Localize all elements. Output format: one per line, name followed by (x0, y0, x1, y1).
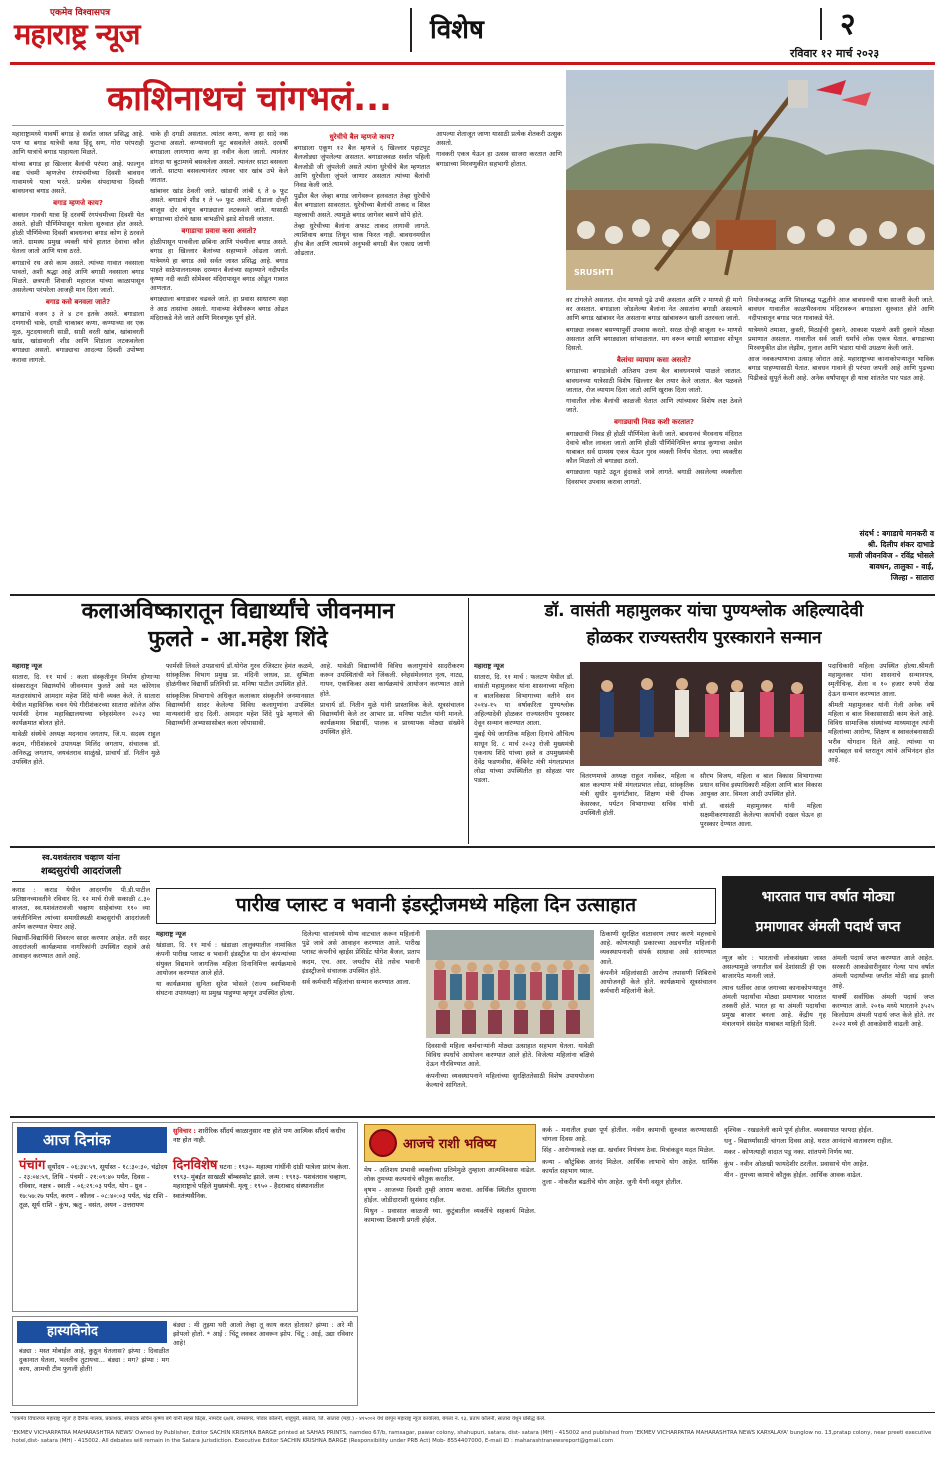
rashi-entry: कन्या - कौटुंबिक आनंद मिळेल. आर्थिक लाभाचे योग आहेत. धार्मिक कार्यात सहभाग घ्याल. (542, 1157, 718, 1175)
page-number: २ (840, 7, 856, 42)
story6-para: न्यूज़ कोर : भारताची लोकसंख्या जास्त असल्यामुळे जगातील सर्व देशांसाठी ही एक बाजारपेठ मानली जाते. (722, 954, 826, 981)
rashi-col-2 (542, 1126, 718, 1404)
story5-headline-box (156, 888, 716, 924)
header-divider-1 (410, 8, 412, 52)
rashi-label: आजचे राशी भविष्य (403, 1137, 497, 1152)
story4-para: कराड : कराड येथील आदरणीय पी.डी.पाटील प्रतिष्ठानच्यावतीने रविवार दि. १२ मार्च रोजी सकाळी ८.३० वाजता, स्व.यशवंतरावजी चव्हाण साहेबांच्या ११० व्या जयंतीनिमित्त त्यांच्या समाधीस्थळी शब्दसुरांची आदरांजली अर्पण करण्यात येणार आहे. (12, 886, 150, 931)
lead-para: पुढील बैल जेव्हा बगाड जागेवरून हलवतात तेव्हा धुरेचीचे बैल बगाडाला सावरतात. धुरेचीच्या बैलांची ताकद व शिस्त महत्त्वाची असते. त्यामुळे बगाड जागेवर बसणे सोपे होते. (294, 192, 430, 219)
story3-col-4 (828, 662, 934, 842)
lead-col-5 (566, 296, 742, 590)
story5-col-4 (600, 930, 716, 1110)
lead-col-2 (150, 130, 288, 590)
rashi-entry: तुला - नोकरीत बढतीचे योग आहेत. जुनी येणी वसूल होतील. (542, 1178, 683, 1187)
imprint-marathi: 'एकमेव विचारपत्र महाराष्ट्र न्यूज' हे दैनिक मालक, प्रकाशक, संपादक सचिन कृष्णा बर्गे यांनी सहस प्रिंट्स, नामदेव ६७/ब, रामसागर, पोवार कॉलनी, शाहूपुरी, सातारा, जि. सातारा (महा.) - ४१५००२ येथे छापून महाराष्ट्र न्यूज कार्यालय, बंगला नं. १३, प्रताप कॉलनी, सातारा येथून प्रसिद्ध केले. (12, 1416, 546, 1422)
story3-para: वितरणमध्ये अध्यक्ष राहुल नार्वेकर, महिला व बाल कल्याण मंत्री मंगलप्रभात लोढा, सांस्कृतिक मंत्री सुधीर मुनगंटीवार, शिक्षण मंत्री दीपक केसरकर, पर्यटन विभागाच्या सचिव यांची उपस्थिती होती. (580, 772, 694, 817)
lead-col-4 (436, 130, 562, 590)
masthead-date: रविवार १२ मार्च २०२३ (790, 47, 880, 60)
story3-para: डॉ. वासंती महामुलकर यांनी महिला सक्षमीकरणासाठी केलेल्या कार्याची दखल घेऊन हा पुरस्कार देण्यात आला. (700, 801, 822, 829)
story6-col-2 (832, 954, 934, 1110)
rashi-entry: सिंह - आरोग्याकडे लक्ष द्या. खर्चावर नियंत्रण ठेवा. मित्रांकडून मदत मिळेल. (542, 1146, 716, 1155)
bagad-photo-art (566, 70, 934, 290)
story4-headline: शब्दसुरांची आदरांजली (12, 863, 150, 882)
aaj-dinank-title (17, 1127, 167, 1153)
story5-para: खंडाळा, दि. ११ मार्च : खंडाळा तालुक्यातील नामांकित कंपनी पारीख प्लास्ट व भवानी इंडस्ट्रीज या दोन कंपन्यांच्या संयुक्त विद्यमाने जागतिक महिला दिनानिमित्त कार्यक्रमाचे आयोजन करण्यात आले होते. (156, 941, 296, 977)
rashi-entry: कुंभ - नवीन ओळखी फायदेशीर ठरतील. प्रवासाचे योग आहेत. (724, 1159, 869, 1168)
lead-para: बगाडाला एकूण १२ बैल म्हणजे ६ खिल्लार पहाटपूट बैलजोड्या जुंपलेल्या असतात. बगाडाजवळ सर्वात पहिली बैलजोडी जी जुंपलेली असते त्यांना धुरेचीचे बैल म्हणतात आणि धुरेचीला जुंपले जाणार असतात त्यांच्या बैलांची निवड केली जाते. (294, 144, 430, 190)
story5-dateline: महाराष्ट्र न्यूज (156, 930, 186, 938)
credit-role: माजी जीवनविज - रविंद्र भोसले (848, 551, 934, 560)
lead-para: नियोजनबद्ध आणि शिस्तबद्ध पद्धतीने आज बावधनची यात्रा साजरी केली जाते. बावधन गावातील काळभैरवनाथ मंदिरावरून बगाडाला सुरुवात होते आणि नदीपात्रातून बगाड परत गावाकडे येते. (748, 296, 934, 323)
lead-para: बगाड्याची निवड ही होळी पौर्णिमेला केली जाते. बावधनचं भैरवनाथ मंदिरात देवाचे कौल लावला जातो आणि होळी पौर्णिमेनिमित्त बगाड कुणाचा असेल याबाबत सर्व ग्रामस्थ एकत्र येऊन गुरव व्यक्ती निर्णय घेतात. ज्या व्यक्तीस कौल मिळतो तो बगाड्या ठरतो. (566, 429, 742, 466)
section-rule (10, 846, 935, 848)
section-rule (10, 1116, 935, 1118)
rashi-entry: वृश्चिक - रखडलेली कामे पूर्ण होतील. व्यवसायात फायदा होईल. (724, 1126, 874, 1134)
story2-para: फार्मसी लिवले उपप्राचार्य डॉ.योगेश गुरव रजिस्टार हेमंत कळमे, सांस्कृतिक विभाग प्रमुख प्रा. मंदिनी जाधव, प्रा. सुष्मिता होळंगीकर विद्यार्थी प्रतिनिधी प्रा. मनिषा पाटील उपस्थित होते. (166, 662, 314, 689)
lead-col-3 (294, 130, 430, 590)
panchang (19, 1158, 169, 1307)
lead-subhead: बगाड म्हणजे काय? (53, 199, 103, 208)
story5-headline: पारीख प्लास्ट व भवानी इंडस्ट्रीजमध्ये महिला दिन उत्साहात (235, 894, 637, 916)
hasya-title (17, 1321, 167, 1343)
story5-para: दिवसाची महिला कर्मचाऱ्यांनी मोठ्या उत्साहात सहभाग घेतला. यावेळी विविध स्पर्धांचे आयोजन करण्यात आले होते. विजेत्या महिलांना बक्षिसे देऊन गौरविण्यात आले. (426, 1042, 594, 1069)
women-day-group-photo (426, 930, 594, 1038)
story5-para: दिलेल्या चालांमध्ये योग्य वाटचाल करून महिलांनी पुढे जावे असे आवाहन करण्यात आले. पारीख प्लास्ट कंपनीचे व्हाईस प्रेसिडेंट योगेश बैजल, प्रताप कदम, एच. आर. जयदीप शेंडे तसेच भवानी इंडस्ट्रीजचे संचालक उपस्थित होते. (302, 930, 420, 975)
section-label: विशेष (430, 15, 484, 45)
story5-para: या कार्यक्रमास सुनिता सुरेश भोसले (राज्य स्वाभिमानी संघटना उपाध्यक्षा) या प्रमुख पाहुण्या म्हणून उपस्थित होत्या. (156, 980, 296, 998)
hasya-label: हास्यविनोद (47, 1324, 98, 1339)
rashi-box (364, 1122, 934, 1406)
dinvishesh-text: घटना : १९३०- महात्मा गांधींनी दांडी यात्रेला प्रारंभ केला. १९९३- मुंबईत साखळी बॉम्बस्फोट झाले. जन्म : १९१३- यशवंतराव चव्हाण, महाराष्ट्राचे पहिले मुख्यमंत्री. मृत्यू : १९५० - हैदराबाद संस्थानातील स्वातंत्र्यसैनिक. (173, 1163, 351, 1200)
hasya-col-1: बंड्या : मस्त मोबाईल आहे, कुठून घेतलास? झंप्या : दिवाळीत दुकानात घेतला, भलतीच तुटायचा... बंड्या : मग? झंप्या : मग काय, आमची टीम फुगली होती! (19, 1347, 169, 1374)
story3-dateline: महाराष्ट्र न्यूज (474, 662, 504, 670)
story3-para: मुंबई येथे जागतिक महिला दिनाचे औचित्य साधून दि. ८ मार्च २०२३ रोजी मुख्यमंत्री एकनाथ शिंदे यांच्या हस्ते व उपमुख्यमंत्री देवेंद्र फडणवीस, कॅबिनेट मंत्री मंगलप्रभात लोढा यांच्या उपस्थितीत हा सोहळा पार पडला. (474, 730, 574, 785)
story5-para: ठिकाणी सुरक्षित वातावरण तयार करणे महत्त्वाचे आहे. कोणत्याही प्रकारच्या अडचणीत महिलांनी व्यवस्थापनाशी संपर्क साधावा असे सांगण्यात आले. (600, 930, 716, 966)
story3-para: सातारा, दि. ११ मार्च : फलटण येथील डॉ. वासंती महामुलकर यांना शासनाच्या महिला व बालविकास विभागाच्या वतीने सन २०१४-१५ या वर्षाकरिता पुण्यश्लोक अहिल्यादेवी होळकर राज्यस्तरीय पुरस्कार देवून सन्मान करण्यात आला. (474, 673, 574, 728)
lead-para: बगाडाचे वजन ३ ते ४ टन इतके असते. बगाडाला दणगाची चाके, दगडी चाकाबर कणा, कण्याच्या वर एक मूळ, मुटदयावरती साडी, साडी वरती खांब, खांबावरती खांड, खांडावरती शीड आणि शिडाला लटकवलेला बगाड्या असतो. बगाड्याचा आदल्या दिवशी उपोष्णा करावा लागतो. (12, 309, 144, 364)
story2-para: सातारा, दि. ११ मार्च : कला संस्कृतीनून निर्माण होणाऱ्या संस्कारातून विद्यार्थ्यांचे जीवनमान फुलते असे मत कोरेगाव मतदारसंघाचे आमदार महेश शिंदे यांनी व्यक्त केले. ते सातारा येथील महाविनिक चवन येथे गीरीशंकरच्या सातारा कॉलेज ऑफ फार्मसी देगाव महाविद्यालयाच्या स्नेहसंमेलन २०२३ च्या कार्यक्रमात बोलत होते. (12, 673, 160, 728)
rashi-entry: वृषभ - आजच्या दिवशी तुम्ही आराम करावा. आर्थिक स्थितीत सुधारणा होईल. जोडीदाराशी सुसंवाद राहील. (364, 1186, 536, 1204)
story5-para: कंपनीच्या व्यवस्थापनाने महिलांच्या सुरक्षिततेसाठी विशेष उपाययोजना केल्याचे सांगितले. (426, 1071, 594, 1089)
lead-para: तेव्हा धुरेचीच्या बैलांना अफाट ताकद लागावी लागते. त्याशिवाय बगाड तिथून चाक फिरत नाही. बावधनमधील हीच बैल आणि त्यामध्ये अनुभवी बगाडी बैल एकाग्र जाणी ओढतात. (294, 221, 430, 258)
header-divider-2 (820, 8, 822, 40)
story6-para: त्याच धर्तीवर आज जगाच्या कानाकोपऱ्यातून अंमली पदार्थांचा मोठ्या प्रमाणावर भारतात तस्करी होते. भारत हा या अंमली पदार्थांचा प्रमुख बाजार बनला आहे. केंद्रीय गृह मंत्रालयाने संसदेत याबाबत माहिती दिली. (722, 983, 826, 1029)
panchang-text: सूर्योदय - ०६:३४:५९, सूर्यास्त - १८:३०:३०, चंद्रोदय - २३:०४:५९, तिथि - पंचमी - २१:०९:४० पर्यंत, दिवस - रविवार, नक्षत्र - स्वाती - ०६:२९:०३ पर्यंत, योग - ध्रुव - १७:५७:२७ पर्यंत, करण - कौलव - ०८:४०:०३ पर्यंत, चंद्र राशि - तूळ, सूर्य राशि - कुंभ, ऋतु - वसंत, अयन - उत्तरायण (19, 1163, 168, 1209)
story2-col-2 (166, 662, 314, 842)
story4-box (12, 852, 150, 1112)
lead-para: बावधन गावची यात्रा हि दरवर्षी रंगपंचमीच्या दिवशी येत असते. होळी पौर्णिमेपासून यात्रेला सुरुवात होत असते. होळी पौर्णिमेच्या दिवशी बावधनचा बगाड कोण हे ठरवले जाते. ग्रामस्थ प्रमुख व्यक्ती यांचे हातात देवाचा कौल घेतला जातो आणि यात्रा ठरते. (12, 210, 144, 256)
footer-rule (10, 1412, 935, 1413)
lead-para: खांबावर खांड ठेवली जाते. खांडाची लांबी ६ ते ७ फूट असते. बगाडाचे शीड १ ते ५० फूट असते. शीडाला दोन्ही बाजूस दोर बांधून बगाड्याला लटकवले जाते. यासाठी बगाडाच्या दोरांचे खास बाभळीचे झाडे शोधली जातात. (150, 187, 288, 223)
lead-para: गावकरी एकत्र येऊन हा उत्सव साजरा करतात आणि बगाडाच्या मिरवणुकीत सहभागी होतात. (436, 150, 562, 168)
aaj-dinank-label: आज दिनांक (43, 1131, 111, 1149)
rashi-entry: मिथुन - प्रवासात काळजी घ्या. कुटुंबातील व्यक्तींचे सहकार्य मिळेल. कामाच्या ठिकाणी प्रगती होईल. (364, 1206, 536, 1225)
story2-headline-l2: फुलते - आ.महेश शिंदे (148, 627, 328, 652)
story2-para: प्राचार्य डॉ. नितीन मुळे यांनी प्रास्ताविक केले. सूत्रसंचालन विद्यार्थ्यांनी केले तर आभार प्रा. मनिषा पाटील यांनी मानले. कार्यक्रमास विद्यार्थी, पालक व प्राध्यापक मोठ्या संख्येने उपस्थित होते. (320, 700, 464, 737)
bagad-yatra-photo (566, 70, 934, 290)
rashi-entry: मीन - तुमच्या कामाचे कौतुक होईल. आर्थिक आवक वाढेल. (724, 1170, 863, 1179)
story6-col-1 (722, 954, 826, 1110)
story5-col-1 (156, 930, 296, 1110)
panchang-label: पंचांग (19, 1158, 46, 1173)
story2-para: यावेळी संस्थेचे अध्यक्ष मदनराव जगताप, जि.प. सदस्य राहुल कदम, गीरीशंकरचे उपाध्यक्ष मिलिंद जगताप, संचालक डॉ. अनिरुद्ध जगताप, जयवंतराव साळुंखे, प्राचार्य डॉ. नितीन मुळे उपस्थित होते. (12, 730, 160, 767)
dinvishesh-label: दिनविशेष (173, 1158, 218, 1173)
lead-headline-box (12, 70, 564, 126)
lead-headline: काशिनाथचं चांगभलं... (107, 79, 392, 119)
story2-para: आहे. यावेळी विद्यार्थ्यांनी विविध कलागुणांचे सादरीकरण करून उपस्थितांची मने जिंकली. स्नेहसंमेलनात नृत्य, नाट्य, गायन, एकांकिका अशा कार्यक्रमांचे आयोजन करण्यात आले होते. (320, 662, 464, 698)
story6-para: यावर्षी सर्वाधिक अंमली पदार्थ जप्त करण्यात आले. २०१७ मध्ये भारताने ३५२५ किलोग्राम अंमली पदार्थ जप्त केले होते. तर २०२२ मध्ये ही आकडेवारी वाढली आहे. (832, 992, 934, 1029)
award-ceremony-photo (580, 662, 822, 766)
lead-subhead: धुरेचीचे बैल म्हणजे काय? (329, 133, 395, 141)
rashi-title-box (364, 1124, 536, 1162)
story3-para: सौरभ विजय, महिला व बाल विकास विभागाच्या प्रधान सचिव इस्पाधिकारी महिला आणि बाल विकास आयुक्त आर. विमला आदी उपस्थित होते. (700, 772, 822, 799)
photo-watermark: SRUSHTI (574, 268, 614, 277)
story6-para: अंमली पदार्थ जप्त करण्यात आले आहेत. सरकारी आकडेवारीनुसार गेल्या पाच वर्षात अंमली पदार्थांच्या जप्तीत मोठी वाढ झाली आहे. (832, 954, 934, 990)
story3-headline-l2: होळकर राज्यस्तरीय पुरस्काराने सन्मान (586, 628, 822, 648)
lead-para: गावातील लोक बैलांची काळजी घेतात आणि त्यांच्यावर विशेष लक्ष ठेवले जाते. (566, 397, 742, 415)
lead-para: यांच्या बगाड हा खिल्लार बैलांची परंपरा आहे. फाल्गुन वद्य पंचमी म्हणजेच रंगपंचमीच्या दिवशी बावधन गावामध्ये यात्रा भरते. प्रत्येक संपदायाचा दिवशी बावधनचा बगाड असते. (12, 159, 144, 196)
lead-para: बगाड्या लवकर बसण्यापूर्वी उपवास करतो. सरळ दोन्ही बाजूला १० माणसे असतात आणि बगाड्याला सांभाळतात. मग वरून बगाडी बगाडावर शोभून दिसतो. (566, 325, 742, 353)
section-rule (10, 594, 935, 596)
suvichar (173, 1127, 353, 1157)
story2-dateline: महाराष्ट्र न्यूज (12, 662, 42, 670)
story5-para: कंपनीने महिलांसाठी आरोग्य तपासणी शिबिराचे आयोजनही केले होते. कार्यक्रमाचे सूत्रसंचालन कर्मचारी महिलांनी केले. (600, 968, 716, 996)
group-photo-art (426, 930, 594, 1038)
lead-subhead: बगाड कसे बनवला जाते? (45, 298, 111, 307)
story6-headline-l1: भारतात पाच वर्षात मोठ्या (761, 889, 895, 905)
story2-col-3 (320, 662, 464, 842)
story4-kicker: स्व.यशवंतराव चव्हाण यांना (42, 853, 120, 862)
rashi-entry: मेष - अतिशय प्रभावी व्यक्तीच्या प्रतिमेमुळे तुम्हाला आत्मविश्वास वाढेल. लोक तुमच्या कल्पनांचे कौतुक करतील. (364, 1166, 536, 1184)
story5-col-2 (302, 930, 420, 1110)
rashi-col-1 (364, 1166, 536, 1404)
lead-para: होळीपासून पाचवीला छबिना आणि पंचमीला बगाड असते. बगाड हा खिल्लार बैलांच्या सहाय्याने ओढला जातो. यात्रेमध्ये हा बगाड असे सर्वत जास्त प्रसिद्ध आहे. बगाड पाहते साठेपालनात्मक दरम्यान बैलांच्या सहाय्याने नदीपर्यंत कृष्णा नदी काठी सोमेश्वर मंदिरापासून बगाड ओढून गावात आणतात. (150, 238, 288, 293)
story6-headline-box (722, 876, 934, 948)
hasya-box (12, 1316, 358, 1406)
story3-headline (474, 598, 934, 656)
story3-col-2 (580, 772, 694, 842)
rashi-col-3 (724, 1126, 934, 1404)
lead-para: बगाडाचे रथ असे काम असते. त्यांच्या गावात नवसाला पावतो, अशी श्रद्धा आहे आणि बगाडी नवसाला बगाड मिळते. छत्रपती शिवाजी महाराज यांच्या काळापासून असलेल्या परंपरेला आजही मान दिला जातो. (12, 258, 144, 295)
story6-headline-l2: प्रमाणावर अंमली पदार्थ जप्त (755, 919, 901, 935)
suvichar-label: सुविचार : (173, 1127, 197, 1135)
credit-district: जिल्हा - सातारा (890, 573, 934, 582)
lead-para: वर टांगलेले असतात. दोन माणसे पुढे उभी असतात आणि २ माणसे ही मागे वर असतात. बगाडाला जोडलेल्या बैलांना नेत असतांना बगाडी असल्याने आणि बगाड खांबावर नेत असताना बगाड खांबावरून खाली उतरवला जातो. (566, 296, 742, 323)
imprint-english: 'EKMEV VICHARPATRA MAHARASHTRA NEWS' Owned by Publisher, Editor SACHIN KRISHNA BARGE printed at SAHAS PRINTS, namdeo 67/b, ramsagar, pawar colony, shahupuri, satara, dist- satara (MH) - 415002 and published from 'EKMEV VICHARPATRA MAHARASHTRA NEWS KARYALAYA' bunglow no. 13,pratap colony, near preeti executive hotel,dist- satara (MH) - 415002. All debates will remain in the Satara jurisdiction. Executive Editor SACHIN KRISHNA BARGE (Responsibility under PRB Act) Mob- 8554407000, E-mail ID : maharashtranewsreport@gmail.com (12, 1430, 932, 1444)
lead-para: चाके ही दगडी असतात. त्यांतर कणा, कणा हा सादे नक फुटाचा असतो. कण्यावरती मूट बसवलेले असते. दरवर्षी बगाडाला लागणारा कणा हा नवीन केला जातो. त्यानंतर डांगदा या बुटामध्ये बसवलेला असतो. त्यानंतर साटा बसवला जातो. साटया बसवल्यानंतर त्यावर चार खांब उभे केले जातात. (150, 130, 288, 185)
rashi-entry: धनु - विद्यार्थ्यांसाठी चांगला दिवस आहे. घरात आनंदाचे वातावरण राहील. (724, 1137, 893, 1146)
lead-para: बगाड्याला पहाटे उठून हुंदाकडे जावे लागते. बगाडी असलेल्या व्यक्तीला दिवसभर उपवास करावा लागतो. (566, 468, 742, 486)
story3-col-1 (474, 662, 574, 842)
rashi-entry: कर्क - मनातील इच्छा पूर्ण होतील. नवीन कामाची सुरुवात करण्यासाठी चांगला दिवस आहे. (542, 1126, 718, 1144)
zodiac-wheel-icon (369, 1129, 397, 1157)
story3-col-3 (700, 772, 822, 842)
story5-para: सर्व कर्मचारी महिलांचा सन्मान करण्यात आला. (302, 978, 411, 987)
story3-para: श्रीमती महामुलकर यांनी गेली अनेक वर्षे महिला व बाल विकासासाठी काम केले आहे. विविध सामाजिक संस्थांच्या माध्यमातून त्यांनी महिलांच्या आरोग्य, शिक्षण व स्वावलंबनासाठी भरीव योगदान दिले आहे. त्यांच्या या कार्याबद्दल सर्व स्तरातून त्यांचे अभिनंदन होत आहे. (828, 700, 934, 765)
masthead (0, 0, 945, 62)
story3-headline-l1: डॉ. वासंती महामुलकर यांचा पुण्यश्लोक अहिल्यादेवी (544, 601, 864, 621)
story2-headline-l1: कलाअविष्कारातून विद्यार्थ्यांचे जीवनमान (81, 599, 395, 624)
lead-para: यात्रेमध्ये तमाशा, कुस्ती, मिठाईची दुकाने, आकाश पाळणे अशी दुकाने मोठ्या प्रमाणात असतात. गावातील सर्व जाती धर्मांचे लोक एकत्र येतात. बगाडाच्या मिरवणुकीत ढोल लेझीम, गुलाल आणि भंडारा यांची उधळण केली जाते. (748, 325, 934, 353)
lead-subhead: बगाड्याची निवड कशी करतात? (613, 418, 695, 427)
story5-col-3 (426, 1042, 594, 1110)
lead-col-1 (12, 130, 144, 590)
lead-para: आज नवकल्याणाचा उत्साह जोरात आहे. महाराष्ट्राच्या कानाकोपऱ्यातून भाविक बगाड पाहण्यासाठी येतात. बावधन गावाने ही परंपरा जपली आहे आणि पुढच्या पिढीकडे सुपूर्त केली आहे. अनेक वर्षांपासून ही यात्रा शांततेत पार पडत आहे. (748, 355, 934, 382)
award-photo-art (580, 662, 822, 766)
lead-para: बगाड्याला बगाडावर चढवले जाते. हा प्रवास साधारण सहा ते आठ तासांचा असतो. गावाच्या वेशीवरून बगाड ओढत मंदिराकडे नेले जाते आणि मिरवणूक पूर्ण होते. (150, 295, 288, 322)
lead-para: बगाडाच्या बगाडावेळी अतिशय उत्तम बैल बावधनमध्ये पाळले जातात. बावधनच्या यात्रेसाठी विशेष खिल्लार बैल तयार केले जातात. बैल पळवले जातात, रोज व्यायाम दिला जातो आणि खुराक दिला जातो. (566, 367, 742, 394)
masthead-tagline: एकमेव विश्वासपत्र (50, 8, 111, 18)
story2-para: सांस्कृतिक विभागाचे अधिकृत कलाकार संस्कृतीने जनमानसात विद्यार्थ्यांनी सादर केलेल्या विविध कलागुणांना उपस्थित मान्यवरांनी दाद दिली. आमदार महेश शिंदे पुढे म्हणाले की विद्यार्थ्यांनी अभ्यासासोबत कला जोपासावी. (166, 691, 314, 728)
story4-body (12, 886, 150, 1096)
lead-credit (748, 528, 934, 588)
lead-col-6 (748, 296, 934, 526)
rashi-entry: मकर - कोणत्याही वादात पडू नका. शांतपणे निर्णय घ्या. (724, 1148, 854, 1157)
story2-headline (12, 598, 464, 656)
column-rule (468, 598, 469, 844)
suvichar-text: शारीरिक सौंदर्य काळानुसार नष्ट होते पण आत्मिक सौंदर्य कधीच नष्ट होत नाही. (173, 1127, 346, 1144)
lead-para: महाराष्ट्रामध्ये यावर्षी बगाड हे सर्वात जास्त प्रसिद्ध आहे. पण या बगाड यात्रेची कथा हिंदू सण, गोरा परंपराही आणि यात्रांचे बगाड पाहायला मिळते. (12, 130, 144, 157)
aaj-dinank-box (12, 1122, 358, 1312)
credit-name: श्री. दिलीप शंकर दाभाडे (867, 540, 934, 549)
masthead-rule (10, 62, 935, 65)
story3-para: पदाधिकारी महिला उपस्थित होत्या.श्रीमती महामुलकर यांना शासनाचे सन्मानपत्र, स्मृतीचिन्ह, शेला व १० हजार रुपये रोख देऊन सन्मान करण्यात आला. (828, 662, 934, 698)
dinvishesh (173, 1158, 353, 1307)
credit-label: संदर्भ : बगाडाचे मानकरी व (859, 529, 934, 538)
hasya-col-2: बंड्या : मी तुझ्या घरी आलो तेव्हा तू काय करत होतास? झंप्या : अरे मी झोपलो होतो. * आई : चिंटू लवकर आवरून झोप. चिंटू : आई, उद्या रविवार आहे! (173, 1321, 353, 1348)
story2-col-1 (12, 662, 160, 842)
lead-subhead: बगाडाचा प्रवास कसा असतो? (181, 227, 257, 236)
lead-para: आपल्या शेताजूत जाणा यासाठी प्रत्येक शेतकरी उत्सुक असतो. (436, 130, 562, 148)
lead-subhead: बैलांचा व्यायाम कसा असतो? (616, 356, 692, 365)
credit-place: बावधन, तालुका - वाई, (869, 562, 934, 571)
story4-para: विद्यार्थी-विद्यार्थिनी शिवरत्न सादर करणार आहेत. तरी सदर आदरांजली कार्यक्रमास नागरिकांनी उपस्थित राहावे असे आवाहन करण्यात आले आहे. (12, 934, 150, 961)
masthead-title: महाराष्ट्र न्यूज (14, 17, 140, 51)
